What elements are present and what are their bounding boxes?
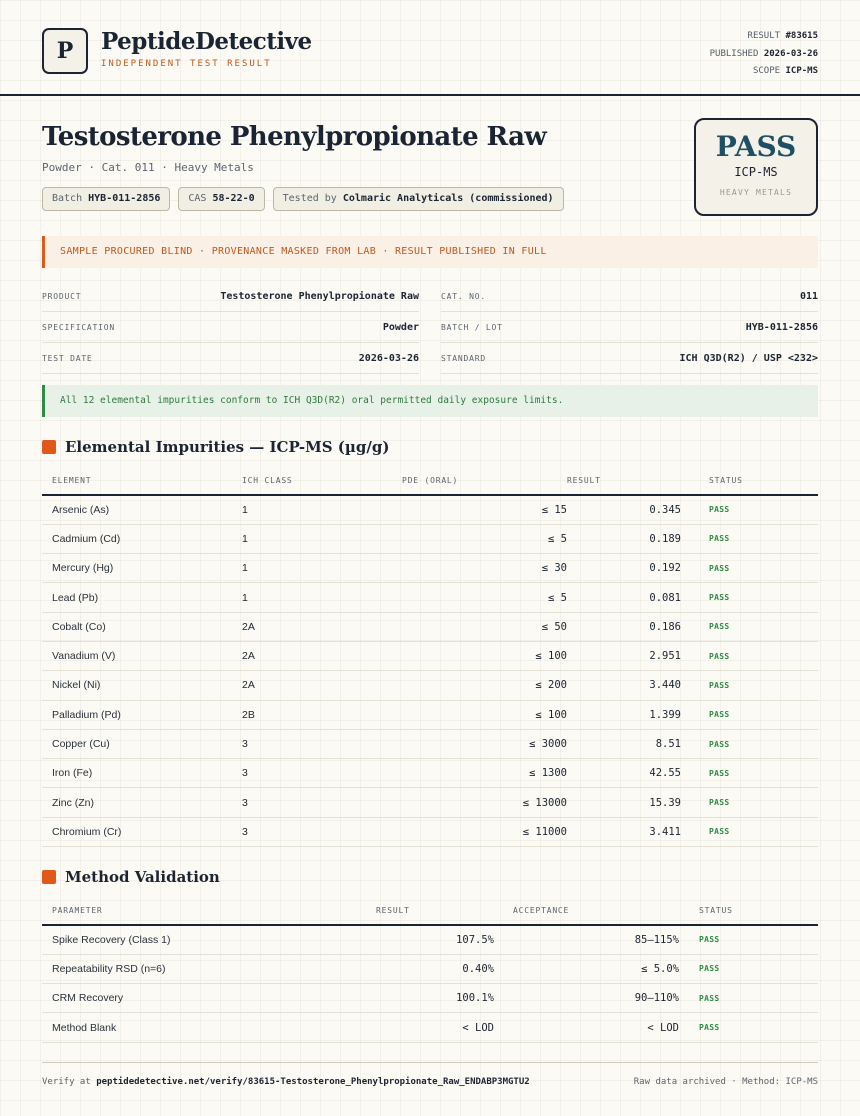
batch-chip-label: Batch — [52, 193, 83, 204]
element-cell: Vanadium (V) — [42, 641, 242, 670]
validation-section-title — [42, 868, 220, 886]
element-cell: Nickel (Ni) — [42, 671, 242, 700]
pde-cell: ≤ 3000 — [402, 729, 567, 758]
status-badge: PASS — [689, 524, 818, 553]
element-cell: Iron (Fe) — [42, 759, 242, 788]
product-title: Testosterone Phenylpropionate Raw — [42, 122, 547, 152]
pde-cell: ≤ 100 — [402, 700, 567, 729]
status-badge: PASS — [689, 700, 818, 729]
pde-cell: ≤ 13000 — [402, 788, 567, 817]
status-badge: PASS — [679, 984, 818, 1013]
pde-cell: ≤ 30 — [402, 554, 567, 583]
info-row — [42, 343, 419, 374]
status-badge: PASS — [689, 729, 818, 758]
cas-chip-value: 58-22-0 — [212, 193, 255, 204]
element-cell: Cobalt (Co) — [42, 612, 242, 641]
stamp-scope: HEAVY METALS — [719, 188, 793, 197]
element-cell: Arsenic (As) — [42, 495, 242, 524]
table-row — [42, 817, 818, 846]
table-row — [42, 759, 818, 788]
pde-cell: ≤ 100 — [402, 641, 567, 670]
impurities-table — [42, 466, 818, 847]
element-cell: Copper (Cu) — [42, 729, 242, 758]
procurement-notice: SAMPLE PROCURED BLIND · PROVENANCE MASKED FROM LAB · RESULT PUBLISHED IN FULL — [42, 236, 818, 268]
archive-note: Raw data archived · Method: ICP-MS — [633, 1077, 818, 1087]
section-marker-icon — [42, 870, 56, 884]
result-cell: 107.5% — [366, 925, 494, 954]
scope-value: ICP-MS — [785, 66, 818, 76]
acceptance-cell: 85–115% — [494, 925, 679, 954]
tested-by-label: Tested by — [282, 193, 337, 204]
status-badge: PASS — [689, 817, 818, 846]
table-row — [42, 554, 818, 583]
logo-icon: P — [42, 28, 88, 74]
batch-chip-value: HYB-011-2856 — [88, 193, 161, 204]
ich-class-cell: 2A — [242, 641, 402, 670]
table-row — [42, 671, 818, 700]
column-header: RESULT — [366, 896, 494, 925]
parameter-cell: Repeatability RSD (n=6) — [42, 954, 366, 983]
result-cell: 1.399 — [567, 700, 689, 729]
result-number: #83615 — [785, 31, 818, 41]
impurities-section-title — [42, 438, 389, 456]
ich-class-cell: 3 — [242, 788, 402, 817]
result-label: RESULT — [747, 31, 781, 41]
info-label: SPECIFICATION — [42, 322, 116, 332]
column-header: PARAMETER — [42, 896, 366, 925]
tested-by-chip — [273, 187, 564, 211]
pde-cell: ≤ 5 — [402, 583, 567, 612]
impurities-title-text: Elemental Impurities — ICP-MS (µg/g) — [65, 438, 390, 456]
footer-divider — [42, 1062, 818, 1063]
element-cell: Zinc (Zn) — [42, 788, 242, 817]
acceptance-cell: < LOD — [494, 1013, 679, 1042]
status-badge: PASS — [689, 788, 818, 817]
conformance-notice: All 12 elemental impurities conform to ICH Q3D(R2) oral permitted daily exposure limits. — [42, 385, 818, 417]
result-cell: 0.192 — [567, 554, 689, 583]
info-row — [42, 312, 419, 343]
batch-chip — [42, 187, 170, 211]
ich-class-cell: 2A — [242, 671, 402, 700]
table-row — [42, 954, 818, 983]
element-cell: Cadmium (Cd) — [42, 524, 242, 553]
info-value: Testosterone Phenylpropionate Raw — [220, 290, 419, 302]
status-badge: PASS — [679, 925, 818, 954]
brand-name: PeptideDetective — [101, 28, 312, 55]
info-label: PRODUCT — [42, 291, 82, 301]
result-cell: 100.1% — [366, 984, 494, 1013]
pass-stamp — [694, 118, 818, 216]
table-row — [42, 700, 818, 729]
acceptance-cell: 90–110% — [494, 984, 679, 1013]
info-label: TEST DATE — [42, 353, 93, 363]
ich-class-cell: 3 — [242, 729, 402, 758]
table-row — [42, 641, 818, 670]
verify-line — [42, 1077, 530, 1087]
table-row — [42, 729, 818, 758]
info-row — [441, 281, 818, 312]
column-header: STATUS — [689, 466, 818, 495]
ich-class-cell: 2A — [242, 612, 402, 641]
status-badge: PASS — [689, 641, 818, 670]
column-header: STATUS — [679, 896, 818, 925]
result-cell: 0.186 — [567, 612, 689, 641]
ich-class-cell: 1 — [242, 583, 402, 612]
column-header: ELEMENT — [42, 466, 242, 495]
element-cell: Lead (Pb) — [42, 583, 242, 612]
ich-class-cell: 2B — [242, 700, 402, 729]
brand-tagline: INDEPENDENT TEST RESULT — [101, 59, 272, 69]
ich-class-cell: 1 — [242, 554, 402, 583]
status-badge: PASS — [689, 759, 818, 788]
status-badge: PASS — [689, 583, 818, 612]
pde-cell: ≤ 1300 — [402, 759, 567, 788]
column-header: PDE (ORAL) — [402, 466, 567, 495]
info-grid-right — [441, 281, 818, 374]
status-badge: PASS — [689, 495, 818, 524]
result-cell: 0.40% — [366, 954, 494, 983]
info-value: 2026-03-26 — [358, 352, 419, 364]
column-header: RESULT — [567, 466, 689, 495]
info-value: ICH Q3D(R2) / USP <232> — [679, 352, 818, 364]
pde-cell: ≤ 50 — [402, 612, 567, 641]
table-header-row — [42, 466, 818, 495]
table-row — [42, 925, 818, 954]
status-badge: PASS — [689, 671, 818, 700]
status-badge: PASS — [679, 954, 818, 983]
column-header: ACCEPTANCE — [494, 896, 679, 925]
table-row — [42, 788, 818, 817]
pde-cell: ≤ 15 — [402, 495, 567, 524]
info-row — [441, 343, 818, 374]
cas-chip — [178, 187, 264, 211]
published-label: PUBLISHED — [709, 48, 759, 59]
verify-link[interactable]: peptidedetective.net/verify/83615-Testosterone_Phenylpropionate_Raw_ENDABP3MGTU2 — [96, 1077, 530, 1087]
result-cell: < LOD — [366, 1013, 494, 1042]
cas-chip-label: CAS — [188, 193, 207, 204]
table-row — [42, 612, 818, 641]
table-row — [42, 495, 818, 524]
stamp-verdict: PASS — [715, 130, 797, 163]
result-cell: 3.440 — [567, 671, 689, 700]
ich-class-cell: 3 — [242, 817, 402, 846]
table-row — [42, 524, 818, 553]
table-row — [42, 1013, 818, 1042]
result-cell: 15.39 — [567, 788, 689, 817]
parameter-cell: Spike Recovery (Class 1) — [42, 925, 366, 954]
acceptance-cell: ≤ 5.0% — [494, 954, 679, 983]
page-header — [0, 0, 860, 96]
section-marker-icon — [42, 440, 56, 454]
verify-label: Verify at — [42, 1077, 91, 1087]
info-label: BATCH / LOT — [441, 322, 503, 332]
info-value: Powder — [382, 321, 419, 333]
result-cell: 42.55 — [567, 759, 689, 788]
table-row — [42, 583, 818, 612]
info-label: STANDARD — [441, 353, 486, 363]
element-cell: Chromium (Cr) — [42, 817, 242, 846]
validation-table — [42, 896, 818, 1043]
parameter-cell: CRM Recovery — [42, 984, 366, 1013]
status-badge: PASS — [689, 554, 818, 583]
pde-cell: ≤ 200 — [402, 671, 567, 700]
ich-class-cell: 3 — [242, 759, 402, 788]
ich-class-cell: 1 — [242, 495, 402, 524]
product-subtitle: Powder · Cat. 011 · Heavy Metals — [42, 161, 254, 174]
element-cell: Palladium (Pd) — [42, 700, 242, 729]
column-header: ICH CLASS — [242, 466, 402, 495]
status-badge: PASS — [689, 612, 818, 641]
result-cell: 0.345 — [567, 495, 689, 524]
result-cell: 3.411 — [567, 817, 689, 846]
scope-label: SCOPE — [752, 66, 781, 76]
info-row — [441, 312, 818, 343]
info-value: 011 — [799, 290, 818, 302]
product-chips — [42, 187, 564, 211]
report-meta — [710, 28, 818, 81]
result-cell: 2.951 — [567, 641, 689, 670]
info-label: CAT. NO. — [441, 291, 486, 301]
status-badge: PASS — [679, 1013, 818, 1042]
result-cell: 0.081 — [567, 583, 689, 612]
stamp-method: ICP-MS — [734, 165, 778, 179]
info-value: HYB-011-2856 — [745, 321, 818, 333]
info-row — [42, 281, 419, 312]
table-header-row — [42, 896, 818, 925]
pde-cell: ≤ 11000 — [402, 817, 567, 846]
result-cell: 0.189 — [567, 524, 689, 553]
result-cell: 8.51 — [567, 729, 689, 758]
ich-class-cell: 1 — [242, 524, 402, 553]
parameter-cell: Method Blank — [42, 1013, 366, 1042]
validation-title-text: Method Validation — [65, 868, 220, 886]
published-date: 2026-03-26 — [763, 48, 818, 59]
table-row — [42, 984, 818, 1013]
tested-by-value: Colmaric Analyticals (commissioned) — [342, 193, 554, 204]
element-cell: Mercury (Hg) — [42, 554, 242, 583]
pde-cell: ≤ 5 — [402, 524, 567, 553]
info-grid-left — [42, 281, 419, 374]
